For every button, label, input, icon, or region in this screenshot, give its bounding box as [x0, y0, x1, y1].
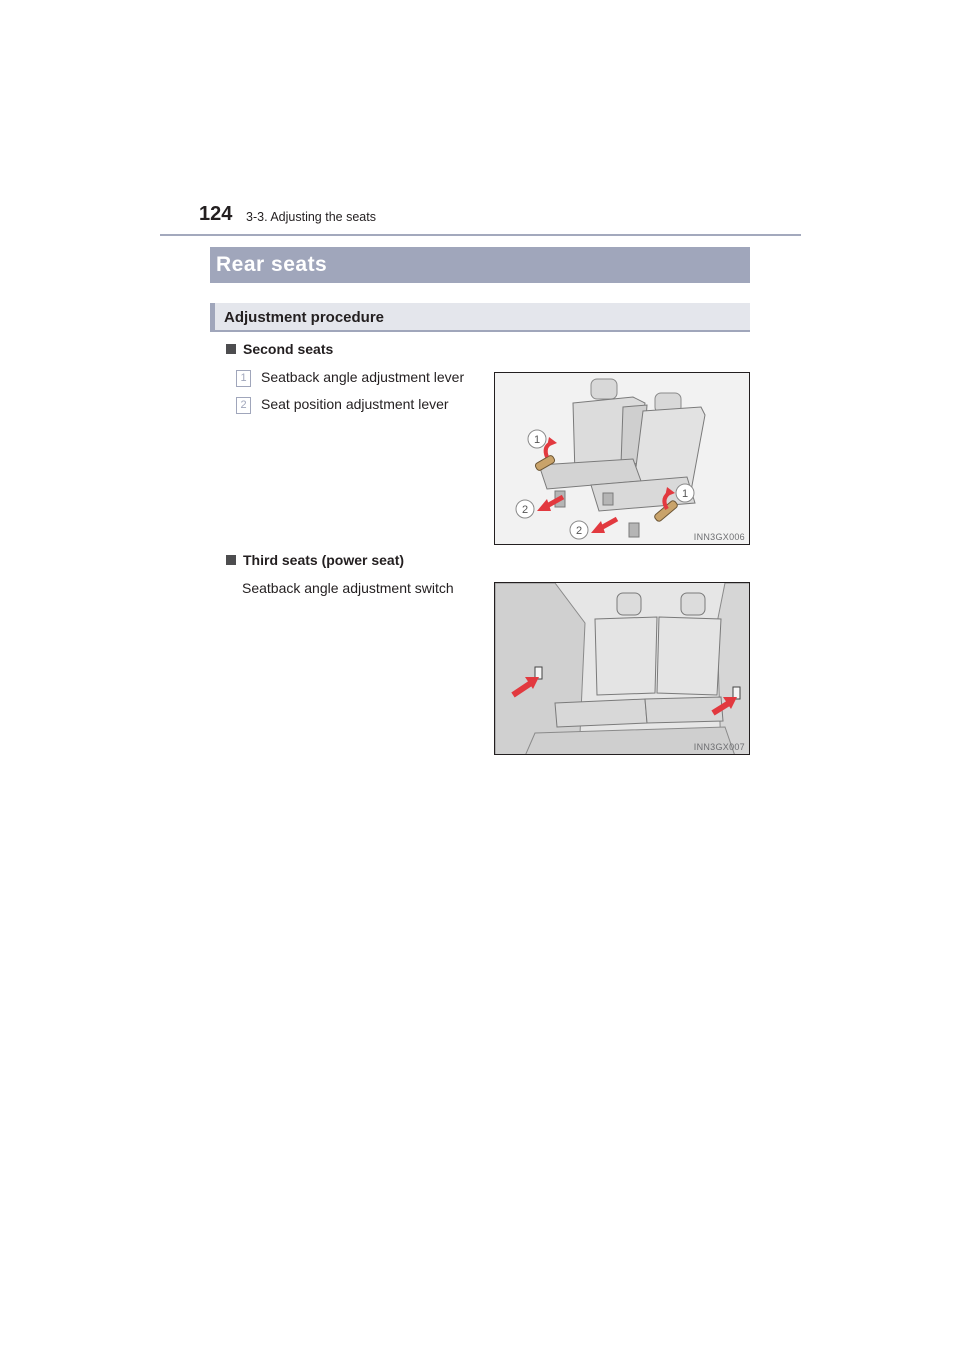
second-seats-figure [494, 372, 750, 545]
sub-title: Adjustment procedure [210, 303, 750, 332]
bullet-square-icon [226, 344, 236, 354]
svg-text:1: 1 [681, 488, 689, 500]
figure-code: INN3GX007 [693, 742, 745, 752]
page-number: 124 [199, 203, 233, 225]
figure-code: INN3GX006 [693, 532, 745, 542]
third-seats-illustration [495, 583, 750, 755]
legend-label: Seatback angle adjustment lever [261, 369, 465, 385]
third-seats-heading-text: Third seats (power seat) [243, 552, 405, 568]
chapter-title: 3-3. Adjusting the seats [246, 210, 376, 224]
legend-item-2 [236, 396, 449, 414]
third-seats-heading [226, 552, 404, 568]
second-seats-heading [226, 341, 333, 357]
section-title: Rear seats [210, 247, 750, 283]
third-seats-description: Seatback angle adjustment switch [242, 580, 454, 596]
number-badge: 1 [236, 370, 251, 387]
header-rule [160, 234, 801, 236]
second-seats-heading-text: Second seats [243, 341, 334, 357]
legend-label: Seat position adjustment lever [261, 396, 449, 412]
second-seats-illustration [495, 373, 750, 545]
legend-item-1 [236, 369, 464, 387]
svg-text:1: 1 [533, 434, 541, 446]
svg-text:2: 2 [575, 525, 583, 537]
third-seats-figure [494, 582, 750, 755]
bullet-square-icon [226, 555, 236, 565]
number-badge: 2 [236, 397, 251, 414]
svg-text:2: 2 [521, 504, 529, 516]
